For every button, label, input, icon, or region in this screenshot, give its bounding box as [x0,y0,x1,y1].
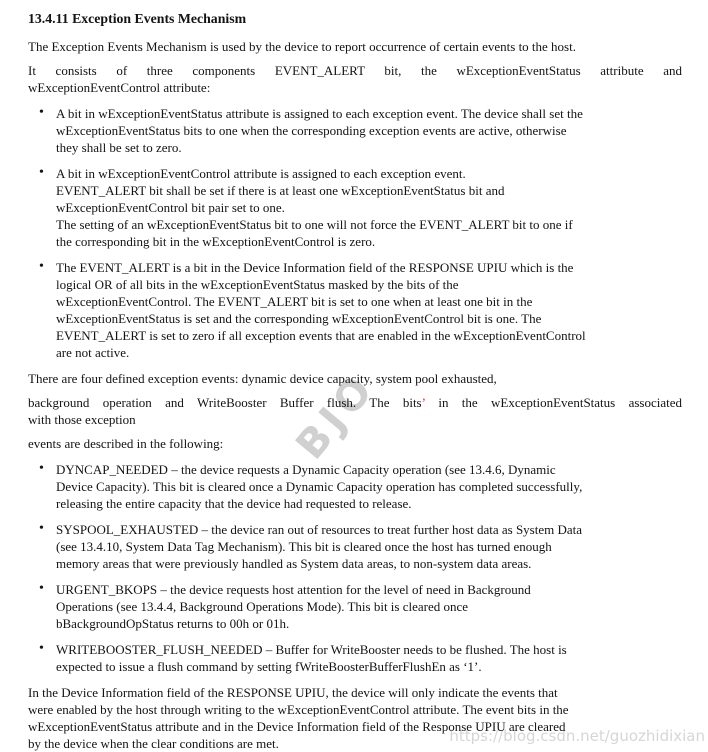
bullet-item [56,105,682,156]
text-line [56,344,682,361]
paragraph [28,38,682,55]
text-line [56,259,682,276]
text-run: It consists of three components EVENT_ALERT bit, the wExceptionEventStatus attribute and [28,63,682,78]
text-line [56,276,682,293]
text-run: URGENT_BKOPS – the device requests host attention for the level of need in Background [56,582,531,597]
text-run: they shall be set to zero. [56,140,182,155]
text-line [56,216,682,233]
section-heading [28,10,682,27]
text-run: Device Capacity). This bit is cleared once a Dynamic Capacity operation has completed successfully, [56,479,583,494]
text-line [28,79,682,96]
text-line [28,394,682,411]
bullet-item [56,461,682,512]
text-line [28,370,682,387]
text-line [56,598,682,615]
text-run: wExceptionEventControl. The EVENT_ALERT bit is set to one when at least one bit in the [56,294,533,309]
bullet-item [56,165,682,250]
text-run: EVENT_ALERT is set to zero if all exception events that are enabled in the wExceptionEventControl [56,328,586,343]
text-line [56,165,682,182]
text-line [56,139,682,156]
text-line [56,233,682,250]
text-line [56,461,682,478]
text-run: events are described in the following: [28,436,224,451]
text-run: There are four defined exception events: dynamic device capacity, system pool exhausted, [28,371,497,386]
text-line [56,122,682,139]
text-run: wExceptionEventControl attribute: [28,80,211,95]
bullet-item [56,259,682,361]
text-run: wExceptionEventControl bit pair set to one. [56,200,285,215]
paragraph [28,394,682,428]
text-line [28,411,682,428]
text-run: with those exception [28,412,136,427]
text-run: are not active. [56,345,130,360]
text-run: in the wExceptionEventStatus associated [425,395,682,410]
text-line [28,38,682,55]
text-line [28,684,682,701]
text-run: Operations (see 13.4.4, Background Operations Mode). This bit is cleared once [56,599,469,614]
text-run: The Exception Events Mechanism is used by the device to report occurrence of certain events to the host. [28,39,576,54]
csdn-url-watermark: https://blog.csdn.net/guozhidixian [449,727,705,745]
document-body [28,10,682,752]
text-run: wExceptionEventStatus bits to one when the corresponding exception events are active, otherwise [56,123,567,138]
text-run: WRITEBOOSTER_FLUSH_NEEDED – Buffer for WriteBooster needs to be flushed. The host is [56,642,567,657]
text-run: wExceptionEventStatus attribute and in the Device Information field of the Response UPIU are cleared [28,719,566,734]
paragraph [28,435,682,452]
text-run: logical OR of all bits in the wExceptionEventStatus masked by the bits of the [56,277,459,292]
text-run: by the device when the clear conditions are met. [28,736,279,751]
text-line [56,658,682,675]
text-line [28,62,682,79]
text-line [56,521,682,538]
diagonal-watermark: BJO [287,364,386,469]
text-line [56,182,682,199]
annotation-mark: ’ [421,395,425,410]
text-run: A bit in wExceptionEventStatus attribute is assigned to each exception event. The device shall set the [56,106,583,121]
text-line [56,105,682,122]
paragraph [28,370,682,387]
bullet-item [56,521,682,572]
text-run: memory areas that were previously handled as System data areas, to non-system data areas. [56,556,532,571]
text-line [28,718,682,735]
text-run: SYSPOOL_EXHAUSTED – the device ran out of resources to treat further host data as System Data [56,522,583,537]
paragraph [28,62,682,96]
text-run: EVENT_ALERT bit shall be set if there is at least one wExceptionEventStatus bit and [56,183,505,198]
text-line [56,310,682,327]
text-run: The setting of an wExceptionEventStatus bit to one will not force the EVENT_ALERT bit to one if [56,217,573,232]
text-line [28,735,682,752]
text-run: expected to issue a flush command by setting fWriteBoosterBufferFlushEn as ‘1’. [56,659,482,674]
text-line [56,615,682,632]
text-line [56,555,682,572]
text-run: 13.4.11 Exception Events Mechanism [28,11,247,26]
text-run: releasing the entire capacity that the device had requested to release. [56,496,412,511]
text-line [56,199,682,216]
text-run: The EVENT_ALERT is a bit in the Device Information field of the RESPONSE UPIU which is the [56,260,574,275]
text-run: A bit in wExceptionEventControl attribute is assigned to each exception event. [56,166,466,181]
text-line [28,10,682,27]
text-line [56,495,682,512]
bullet-item [56,581,682,632]
text-line [56,478,682,495]
paragraph [28,684,682,752]
text-run: were enabled by the host through writing to the wExceptionEventControl attribute. The event bits in the [28,702,569,717]
text-line [28,435,682,452]
text-run: wExceptionEventStatus is set and the corresponding wExceptionEventControl bit is one. The [56,311,542,326]
text-line [56,581,682,598]
bullet-item [56,641,682,675]
text-run: (see 13.4.10, System Data Tag Mechanism). This bit is cleared once the host has turned enough [56,539,552,554]
text-run: In the Device Information field of the RESPONSE UPIU, the device will only indicate the events that [28,685,558,700]
text-run: the corresponding bit in the wExceptionEventControl is zero. [56,234,376,249]
text-line [28,701,682,718]
text-run: background operation and WriteBooster Buffer flush. The bits [28,395,422,410]
text-run: bBackgroundOpStatus returns to 00h or 01h. [56,616,290,631]
text-line [56,641,682,658]
text-run: DYNCAP_NEEDED – the device requests a Dynamic Capacity operation (see 13.4.6, Dynamic [56,462,556,477]
text-line [56,293,682,310]
text-line [56,327,682,344]
text-line [56,538,682,555]
